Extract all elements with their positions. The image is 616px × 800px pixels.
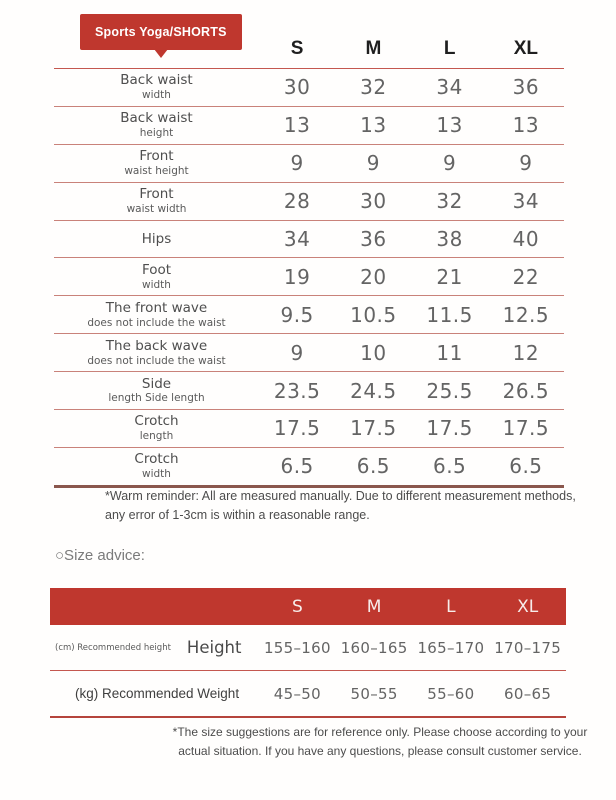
advice-column-header: XL <box>517 596 539 617</box>
measurement-value: 20 <box>360 264 387 289</box>
measurement-value: 17.5 <box>273 416 321 441</box>
row-label-line2: height <box>139 127 174 140</box>
measurement-value: 23.5 <box>273 378 321 403</box>
row-label <box>54 262 259 292</box>
table-row <box>54 257 564 295</box>
row-label-line2: waist width <box>126 202 187 215</box>
measurement-value: 36 <box>512 75 540 100</box>
advice-value: 60–65 <box>504 684 552 703</box>
measurement-value: 34 <box>283 227 311 251</box>
measurement-value: 13 <box>512 113 540 138</box>
measurement-value: 34 <box>512 189 540 214</box>
measurement-value: 9.5 <box>280 302 314 327</box>
row-label-line1: The front wave <box>105 299 208 316</box>
measurement-value: 26.5 <box>502 378 550 403</box>
measurement-value: 11 <box>436 340 463 365</box>
size-advice-header-bar <box>50 588 566 625</box>
measurement-table-header <box>54 30 564 68</box>
row-label <box>54 148 259 178</box>
row-label-line2: width <box>142 278 171 291</box>
size-advice-body <box>50 625 566 718</box>
measurement-value: 6.5 <box>509 454 543 479</box>
table-row <box>54 333 564 371</box>
row-label-line2: length <box>139 430 174 443</box>
row-label-line2: does not include the waist <box>87 354 226 367</box>
table-row <box>54 295 564 333</box>
measurement-value: 38 <box>436 227 463 251</box>
row-label-line1: Front <box>139 186 174 203</box>
measurement-value: 13 <box>360 113 387 138</box>
advice-value: 50–55 <box>350 684 398 703</box>
measurement-value: 13 <box>436 113 463 138</box>
advice-column-header: L <box>446 596 456 617</box>
row-label <box>54 451 259 481</box>
row-label-line1: Front <box>139 148 174 165</box>
row-label <box>54 231 259 248</box>
advice-label-small: (cm) Recommended height <box>55 642 171 653</box>
measurement-value: 17.5 <box>502 416 550 441</box>
table-row <box>54 447 564 485</box>
advice-value: 45–50 <box>273 684 321 703</box>
measurement-value: 9 <box>366 151 380 176</box>
measurement-value: 9 <box>290 151 304 176</box>
advice-value: 170–175 <box>494 638 562 657</box>
row-label-line2: waist height <box>124 165 189 178</box>
measurement-value: 12.5 <box>502 302 550 327</box>
row-label-line1: Back waist <box>120 110 193 127</box>
row-label-line1: Foot <box>141 261 172 278</box>
row-label-line2: length Side length <box>108 392 205 405</box>
measurement-value: 40 <box>512 227 540 251</box>
row-label-line2: width <box>142 89 171 102</box>
size-column-header: XL <box>513 38 539 59</box>
measurement-value: 36 <box>360 227 387 251</box>
measurement-value: 24.5 <box>350 378 397 403</box>
advice-row-label <box>50 638 259 657</box>
row-label <box>54 413 259 443</box>
row-label-line1: Back waist <box>120 72 193 89</box>
measurement-value: 34 <box>436 75 463 100</box>
table-row <box>54 371 564 409</box>
measurement-value: 21 <box>436 264 463 289</box>
measurement-value: 9 <box>443 151 457 176</box>
badge-label: Sports Yoga/SHORTS <box>95 25 227 39</box>
row-label-line1: The back wave <box>105 337 208 354</box>
measurement-value: 13 <box>283 113 311 138</box>
measurement-value: 25.5 <box>426 378 473 403</box>
table-row <box>54 106 564 144</box>
measurement-value: 9 <box>519 151 533 176</box>
advice-value: 155–160 <box>263 638 331 657</box>
row-label-line1: Hips <box>141 230 172 247</box>
advice-row <box>50 625 566 670</box>
advice-row <box>50 670 566 716</box>
measurement-value: 17.5 <box>350 416 397 441</box>
row-label <box>54 338 259 368</box>
measurement-value: 9 <box>290 340 304 365</box>
row-label-line1: Crotch <box>134 451 179 468</box>
row-label-line2: width <box>142 468 171 481</box>
table-row <box>54 220 564 258</box>
row-label <box>54 186 259 216</box>
measurement-value: 28 <box>283 189 311 214</box>
measurement-value: 32 <box>360 75 387 100</box>
measurement-value: 22 <box>512 264 540 289</box>
measurement-value: 6.5 <box>432 454 467 479</box>
measurement-value: 32 <box>436 189 463 214</box>
measurement-value: 11.5 <box>426 302 473 327</box>
table-row <box>54 69 564 106</box>
measurement-value: 10 <box>360 340 387 365</box>
measurement-value: 12 <box>512 340 540 365</box>
advice-label-big: Height <box>186 638 242 657</box>
advice-column-header: S <box>291 596 303 617</box>
measurement-value: 17.5 <box>426 416 473 441</box>
table-row <box>54 144 564 182</box>
row-label <box>54 72 259 102</box>
advice-value: 160–165 <box>340 638 408 657</box>
measurement-value: 10.5 <box>350 302 397 327</box>
measurement-value: 6.5 <box>280 454 314 479</box>
warm-reminder-text: *Warm reminder: All are measured manually. Due to different measurement methods, any error of 1-3cm is within a reasonable range. <box>105 489 576 523</box>
row-label-line1: Crotch <box>134 413 179 430</box>
table-row <box>54 409 564 447</box>
row-label <box>54 376 259 406</box>
size-column-header: S <box>290 38 304 59</box>
advice-value: 55–60 <box>427 684 475 703</box>
row-label-line1: Side <box>141 375 172 392</box>
size-advice-table <box>50 588 566 718</box>
table-row <box>54 182 564 220</box>
measurement-value: 30 <box>283 75 311 100</box>
size-advice-footer-note: *The size suggestions are for reference only. Please choose according to your actual situation. If you have any questions, please consult customer service. <box>172 725 588 759</box>
advice-column-header: M <box>366 596 382 617</box>
size-column-header: L <box>443 38 456 59</box>
size-advice-heading: ○Size advice: <box>55 547 145 564</box>
advice-row-label: (kg) Recommended Weight <box>75 686 240 701</box>
row-label-line2: does not include the waist <box>87 316 226 329</box>
size-column-header: M <box>365 38 382 59</box>
measurement-value: 19 <box>283 264 311 289</box>
row-label <box>54 110 259 140</box>
measurement-value: 30 <box>360 189 387 214</box>
measurement-value: 6.5 <box>356 454 391 479</box>
measurement-table <box>54 30 564 488</box>
row-label <box>54 300 259 330</box>
advice-value: 165–170 <box>417 638 485 657</box>
measurement-table-body <box>54 68 564 488</box>
